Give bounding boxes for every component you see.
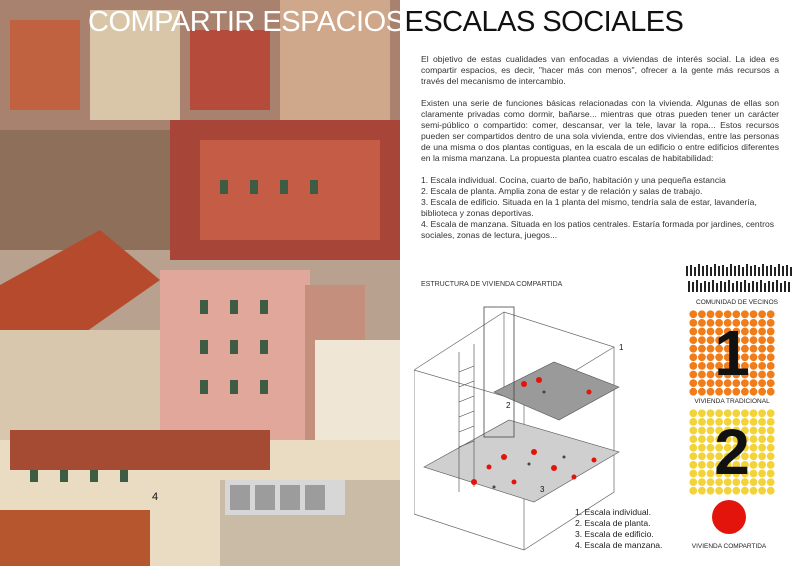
scale-item: 4. Escala de manzana. Situada en los patios centrales. Estaría formada por jardines, centros sociales, zonas de lectura, juegos... — [421, 219, 775, 240]
title-part-2: ESCALAS SOCIALES — [404, 6, 684, 38]
legend-item: 4. Escala de manzana. — [575, 540, 663, 550]
legend-item: 1. Escala individual. — [575, 507, 651, 517]
diagram-number-2: 2 — [506, 401, 511, 410]
traditional-number: 1 — [714, 317, 750, 389]
traditional-housing-square — [689, 310, 775, 396]
community-label: COMUNIDAD DE VECINOS — [696, 299, 778, 306]
scale-item: 1. Escala individual. Cocina, cuarto de baño, habitación y una pequeña estancia — [421, 175, 726, 185]
photo-number: 4 — [152, 491, 159, 503]
intro-paragraph: El objetivo de estas cualidades van enfocadas a viviendas de interés social. La idea es compartir espacios, es decir, "hacer más con menos", ofrecer a la gente más recursos a través del mecanismo de intercambio. — [421, 54, 779, 86]
scale-item: 3. Escala de edificio. Situada en la 1 planta del mismo, tendría sala de estar, lavandería, biblioteca y zonas deportivas. — [421, 197, 757, 218]
scale-item: 2. Escala de planta. Amplia zona de estar y de relación y salas de trabajo. — [421, 186, 703, 196]
page-title — [88, 6, 683, 39]
community-silhouettes — [685, 262, 793, 296]
shared-label: VIVIENDA COMPARTIDA — [691, 543, 767, 550]
diagram-number-3: 3 — [540, 485, 545, 494]
functions-paragraph: Existen una serie de funciones básicas relacionadas con la vivienda. Algunas de ellas son claramente privadas como dormir, bañarse... mientras que otras pueden tener un carácter semi-público o compartido: comer, descansar, ver la tele, lavar la ropa... Estos recursos pueden ser compartidos dentro de una sola vivienda, entre dos viviendas, entre las personas de una misma o dos plantas contiguas, en la escala de un edificio o entre edificios diferentes en la misma manzana. La propuesta plantea cuatro escalas de habitabilidad: — [421, 98, 779, 163]
shared-housing-dot — [712, 500, 746, 534]
legend-item: 3. Escala de edificio. — [575, 529, 654, 539]
title-part-1: COMPARTIR ESPACIOS — [88, 6, 405, 38]
legend-item: 2. Escala de planta. — [575, 518, 651, 528]
structure-title: ESTRUCTURA DE VIVIENDA COMPARTIDA — [421, 281, 563, 288]
diagram-number-1: 1 — [619, 343, 624, 352]
traditional-label: VIVIENDA TRADICIONAL — [694, 398, 770, 405]
diagram-legend — [575, 507, 662, 551]
shared-two-number: 2 — [714, 416, 750, 488]
shared-two-square — [689, 409, 775, 495]
body-text — [421, 54, 779, 241]
scales-list — [421, 175, 779, 241]
